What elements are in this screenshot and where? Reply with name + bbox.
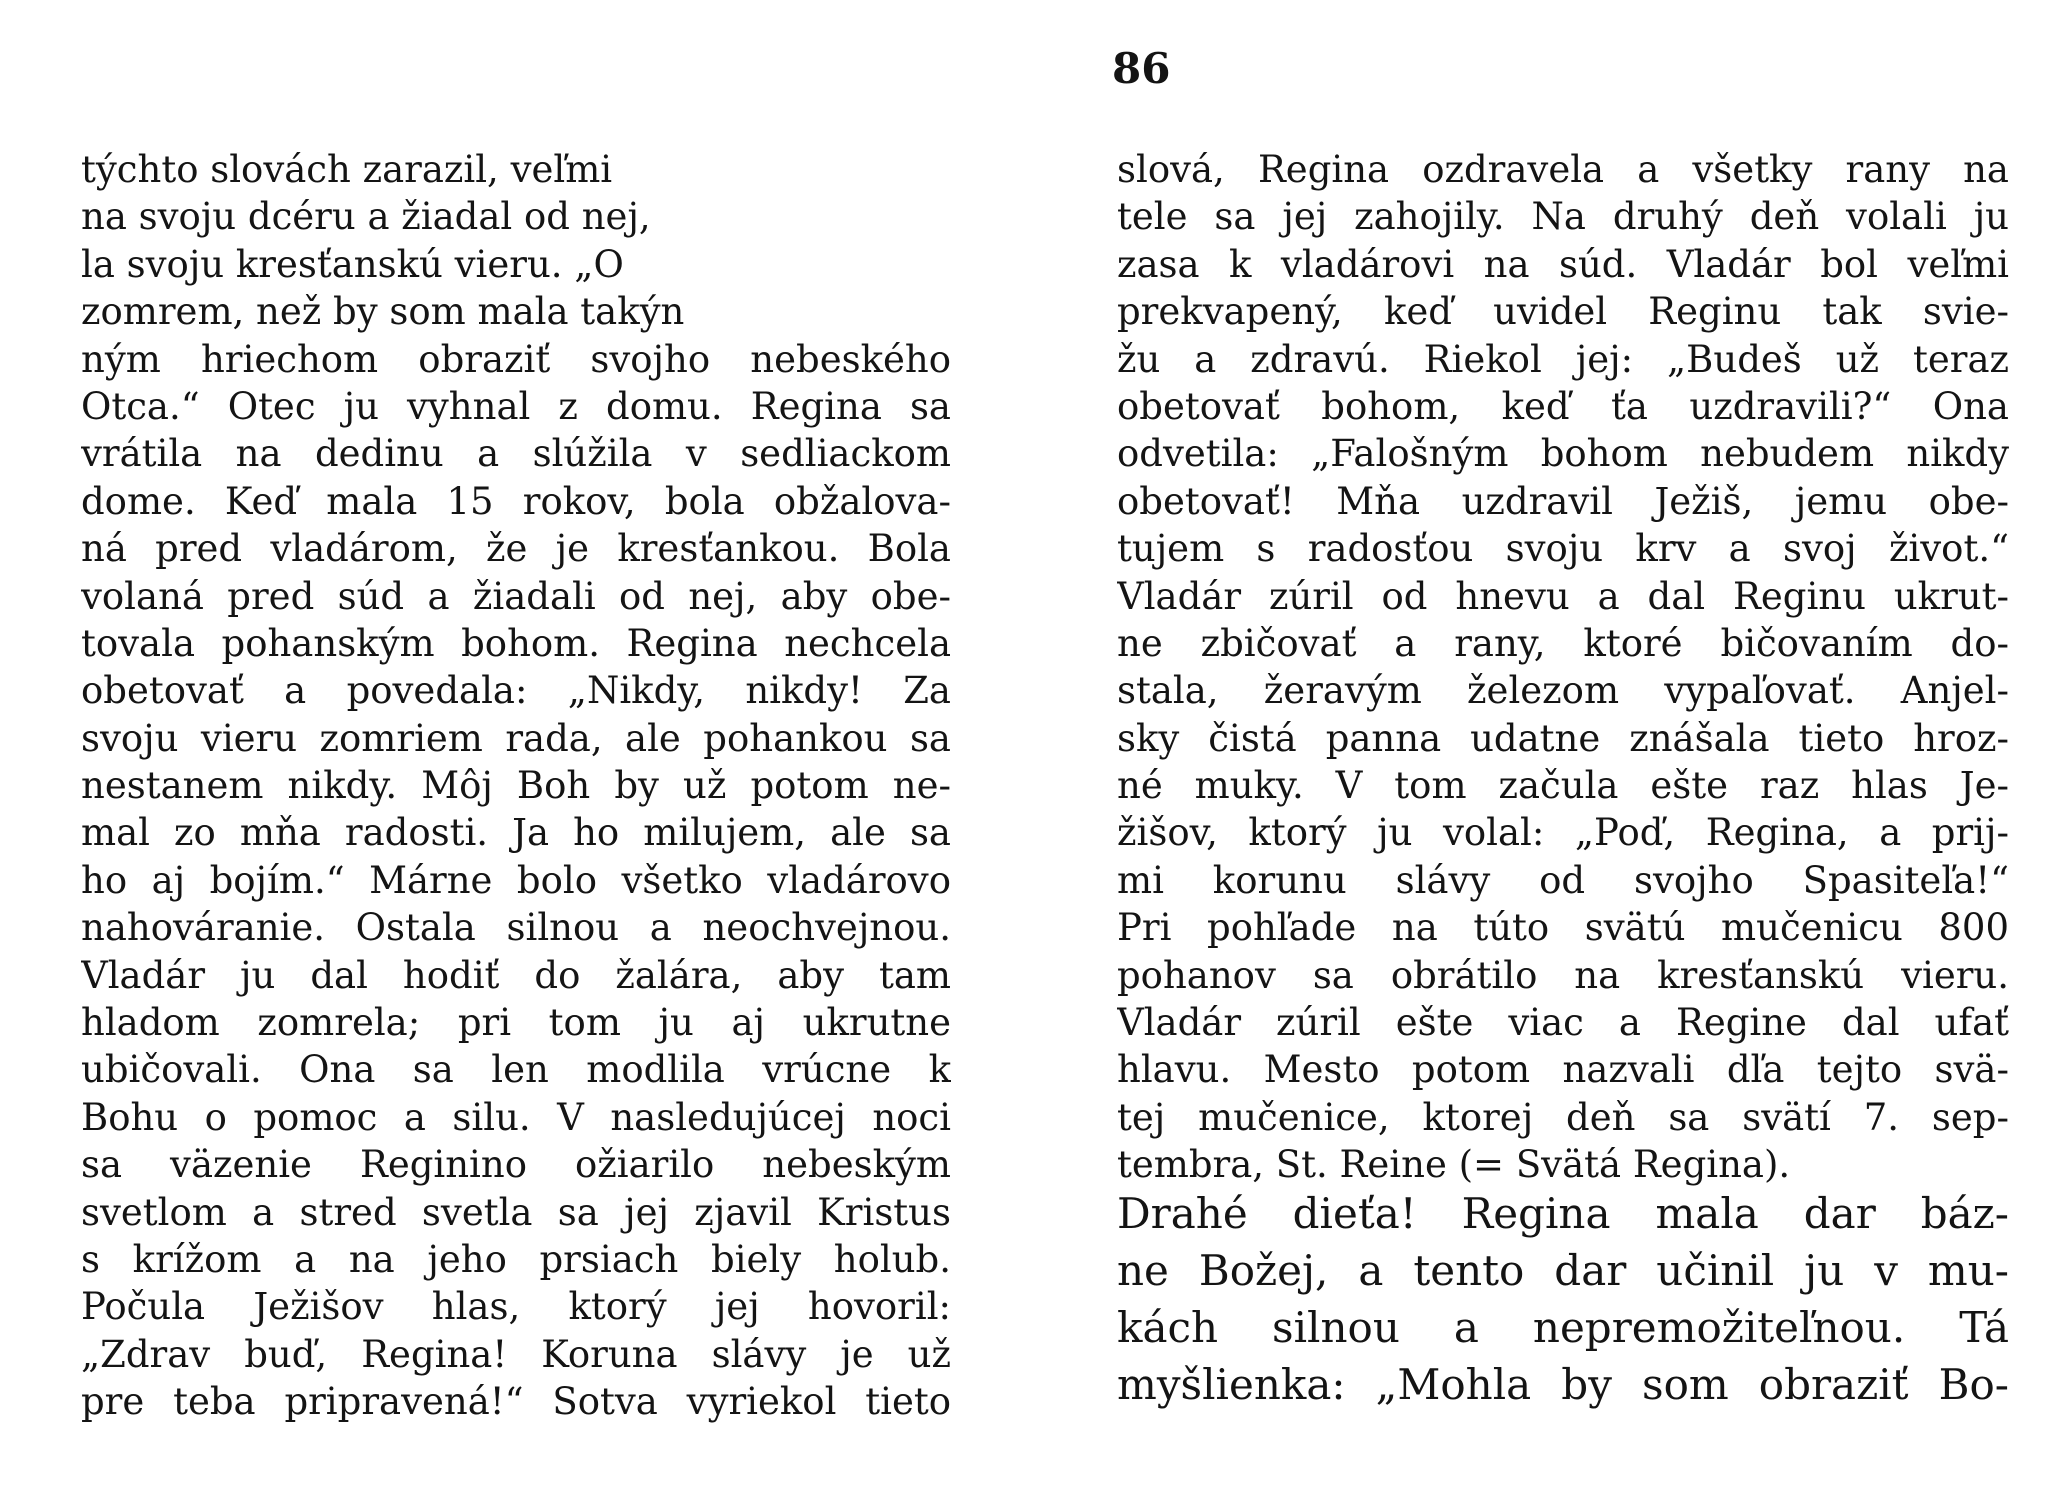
closing-paragraph <box>1117 1185 2009 1413</box>
text-line: nahováranie. Ostala silnou a neochvejnou. <box>81 906 951 950</box>
text-line: zasa k vladárovi na súd. Vladár bol veľmi <box>1117 242 2009 286</box>
text-line: týchto slovách zarazil, veľmi <box>81 148 613 191</box>
text-line: dome. Keď mala 15 rokov, bola obžalova- <box>81 479 951 523</box>
text-line: hlavu. Mesto potom nazvali dľa tejto svä- <box>1117 1048 2009 1092</box>
text-line: Drahé dieťa! Regina mala dar báz- <box>1117 1189 2009 1238</box>
text-line: la svoju kresťanskú vieru. „O <box>81 242 624 286</box>
text-line: prekvapený, keď uvidel Reginu tak svie- <box>1117 290 2009 334</box>
text-line: pre teba pripravená!“ Sotva vyriekol tieto <box>81 1380 951 1424</box>
text-line: ubičovali. Ona sa len modlila vrúcne k <box>81 1048 951 1092</box>
text-line: obetovať bohom, keď ťa uzdravili?“ Ona <box>1117 384 2009 428</box>
text-line: Vladár zúril od hnevu a dal Reginu ukrut- <box>1117 574 2009 618</box>
text-line: s krížom a na jeho prsiach biely holub. <box>81 1237 951 1281</box>
text-line: zomrem, než by som mala takýn <box>81 290 685 334</box>
text-line: Bohu o pomoc a silu. V nasledujúcej noci <box>81 1095 951 1139</box>
text-line: hladom zomrela; pri tom ju aj ukrutne <box>81 1001 951 1045</box>
text-line: Pri pohľade na túto svätú mučenicu 800 <box>1117 906 2009 950</box>
text-line: Vladár ju dal hodiť do žalára, aby tam <box>81 953 951 997</box>
text-line: tej mučenice, ktorej deň sa svätí 7. sep- <box>1117 1095 2009 1139</box>
text-line: ná pred vladárom, že je kresťankou. Bola <box>81 527 951 571</box>
text-line: obetovať a povedala: „Nikdy, nikdy! Za <box>81 669 951 713</box>
text-line: mal zo mňa radosti. Ja ho milujem, ale sa <box>81 811 951 855</box>
text-line: tovala pohanským bohom. Regina nechcela <box>81 621 951 665</box>
text-line: sa väzenie Reginino ožiarilo nebeským <box>81 1143 951 1187</box>
text-line: nestanem nikdy. Môj Boh by už potom ne- <box>81 764 951 808</box>
text-line: „Zdrav buď, Regina! Koruna slávy je už <box>81 1332 951 1376</box>
text-line: kách silnou a nepremožiteľnou. Tá <box>1117 1303 2009 1352</box>
text-line: né muky. V tom začula ešte raz hlas Je- <box>1117 764 2009 808</box>
text-line: slová, Regina ozdravela a všetky rany na <box>1117 148 2009 191</box>
text-line: tembra, St. Reine (= Svätá Regina). <box>1117 1143 1791 1187</box>
text-line: žu a zdravú. Riekol jej: „Budeš už teraz <box>1117 337 2009 381</box>
page-number: 86 <box>1112 44 1171 93</box>
text-line: volaná pred súd a žiadali od nej, aby obe- <box>81 574 951 618</box>
right-column <box>1117 146 2009 1189</box>
text-line: stala, žeravým železom vypaľovať. Anjel- <box>1117 669 2009 713</box>
text-line: pohanov sa obrátilo na kresťanskú vieru. <box>1117 953 2009 997</box>
text-line: tujem s radosťou svoju krv a svoj život.“ <box>1117 527 2009 571</box>
text-line: ným hriechom obraziť svojho nebeského <box>81 337 951 381</box>
text-line: svetlom a stred svetla sa jej zjavil Kristus <box>81 1190 951 1234</box>
text-line: mi korunu slávy od svojho Spasiteľa!“ <box>1117 858 2009 902</box>
text-line: Otca.“ Otec ju vyhnal z domu. Regina sa <box>81 384 951 428</box>
text-line: tele sa jej zahojily. Na druhý deň volali ju <box>1117 195 2009 239</box>
left-column <box>81 146 951 1426</box>
text-line: odvetila: „Falošným bohom nebudem nikdy <box>1117 432 2009 476</box>
text-line: ne Božej, a tento dar učinil ju v mu- <box>1117 1246 2009 1295</box>
text-line: ho aj bojím.“ Márne bolo všetko vladárovo <box>81 858 951 902</box>
text-line: vrátila na dedinu a slúžila v sedliackom <box>81 432 951 476</box>
text-line: Vladár zúril ešte viac a Regine dal ufať <box>1117 1001 2009 1045</box>
text-line: žišov, ktorý ju volal: „Poď, Regina, a prij- <box>1117 811 2009 855</box>
text-line: myšlienka: „Mohla by som obraziť Bo- <box>1117 1360 2009 1409</box>
text-line: svoju vieru zomriem rada, ale pohankou sa <box>81 716 951 760</box>
text-line: Počula Ježišov hlas, ktorý jej hovoril: <box>81 1285 951 1329</box>
text-line: sky čistá panna udatne znášala tieto hroz- <box>1117 716 2009 760</box>
text-line: obetovať! Mňa uzdravil Ježiš, jemu obe- <box>1117 479 2009 523</box>
text-line: ne zbičovať a rany, ktoré bičovaním do- <box>1117 621 2009 665</box>
text-line: na svoju dcéru a žiadal od nej, <box>81 195 651 239</box>
